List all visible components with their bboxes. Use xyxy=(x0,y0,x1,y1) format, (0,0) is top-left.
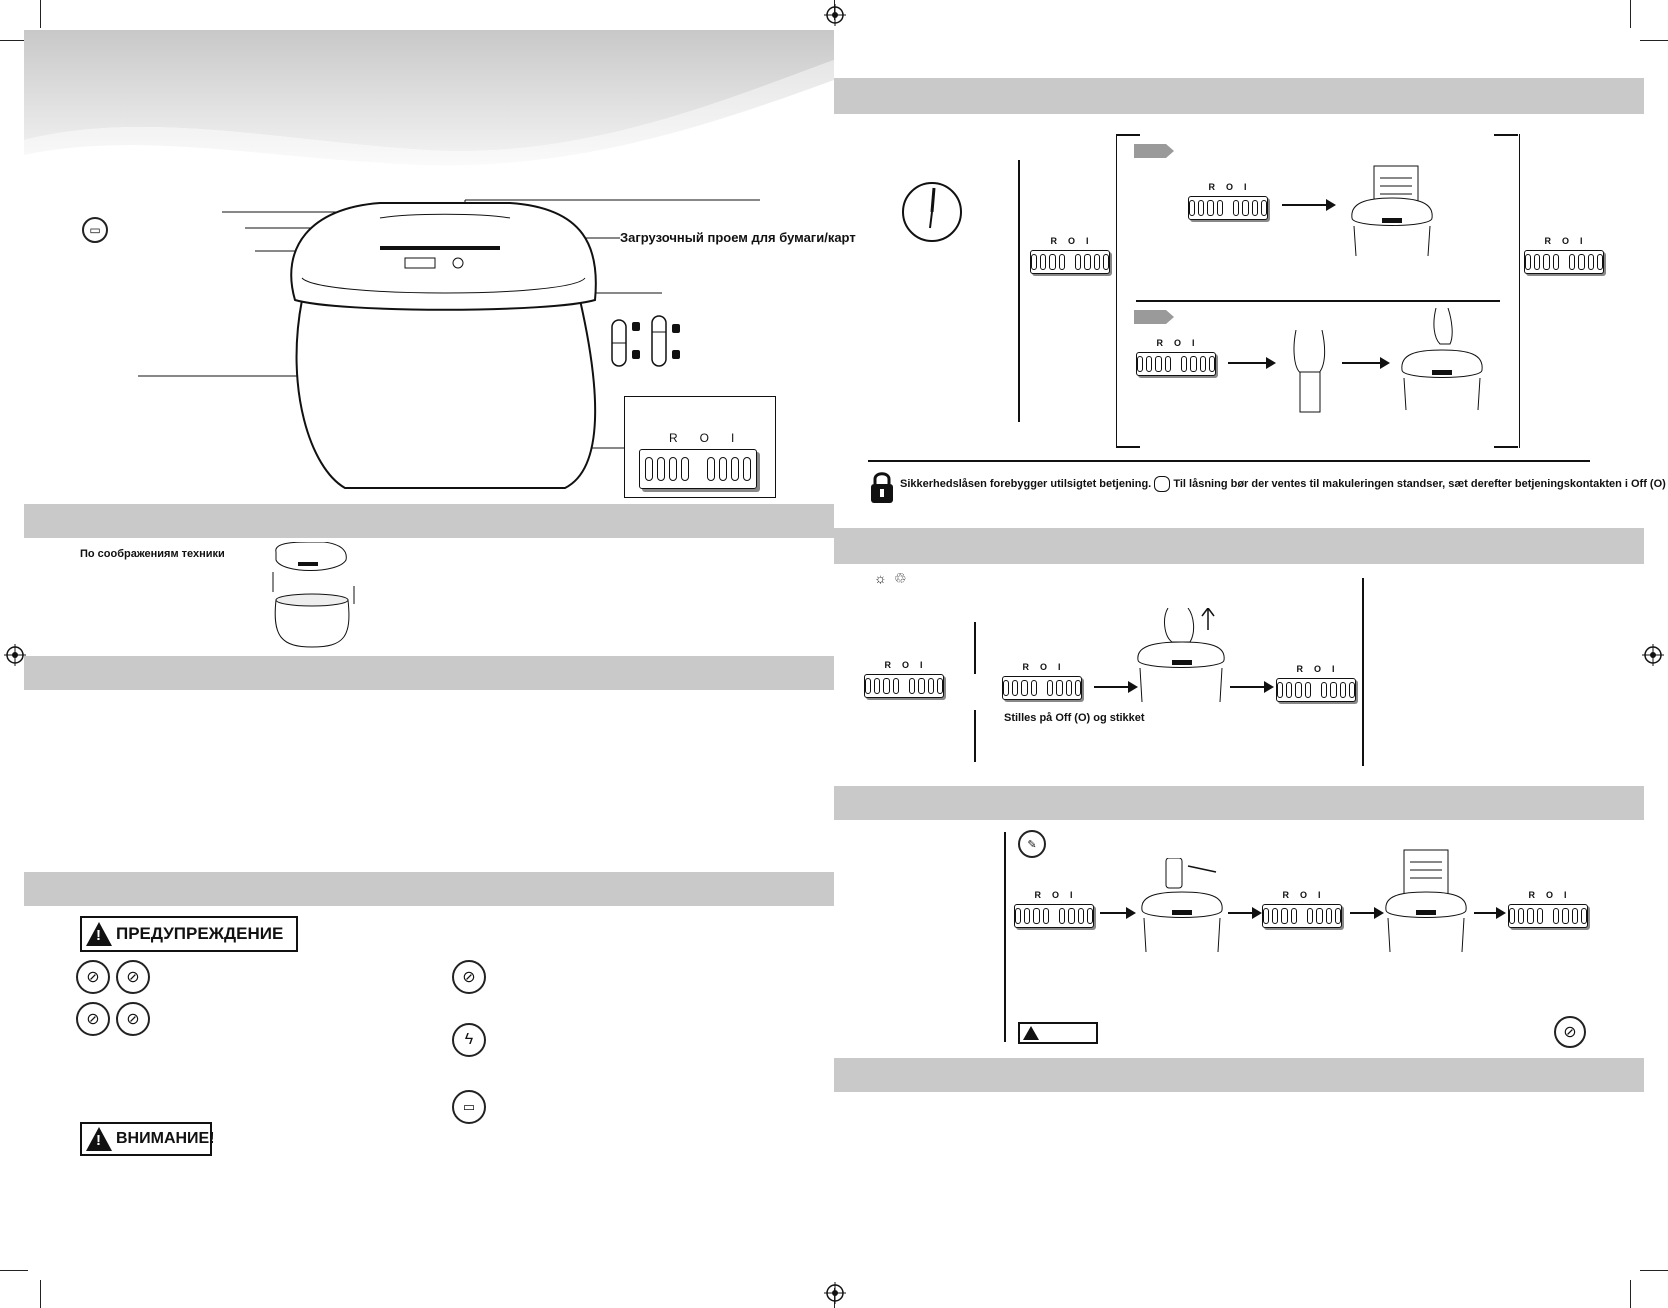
divider-line xyxy=(1004,832,1006,1042)
registration-mark-icon xyxy=(1642,644,1664,666)
shredder-feeding-paper-illustration xyxy=(1346,148,1438,258)
step-tag xyxy=(1134,310,1174,324)
divider-line xyxy=(868,460,1590,462)
arrow-icon xyxy=(1094,686,1136,688)
section-header-band xyxy=(834,1058,1644,1092)
bracket-tick xyxy=(1494,446,1518,448)
paper-slot-label: Загрузочный проем для бумаги/карт xyxy=(620,230,856,245)
crop-mark xyxy=(1630,0,1631,28)
crop-mark xyxy=(40,0,41,28)
no-children-icon: ⊘ xyxy=(76,960,110,994)
divider-line xyxy=(1018,160,1020,422)
power-icon: ▭ xyxy=(82,217,108,243)
caution-banner: ! ВНИМАНИЕ! xyxy=(80,1122,212,1156)
power-switch[interactable]: R O I xyxy=(1002,662,1082,700)
arrow-icon xyxy=(1100,912,1134,914)
switch-callout-box xyxy=(624,396,776,498)
shredder-feeding-card-illustration xyxy=(1396,308,1488,412)
arrow-icon xyxy=(1228,912,1260,914)
power-switch[interactable]: R O I xyxy=(1524,236,1604,274)
registration-mark-icon xyxy=(824,4,846,26)
arrow-icon xyxy=(1282,204,1334,206)
crop-mark xyxy=(1640,1270,1668,1271)
hand-holding-card-illustration xyxy=(1286,330,1334,414)
power-switch[interactable]: R O I xyxy=(1136,338,1216,376)
crop-mark xyxy=(0,1270,28,1271)
section-header-band xyxy=(834,78,1644,114)
power-switch[interactable]: R O I xyxy=(1014,890,1094,928)
power-switch[interactable]: R O I xyxy=(1030,236,1110,274)
arrow-icon xyxy=(1230,686,1272,688)
divider-line xyxy=(1362,578,1364,766)
switch-position-letters: ROI xyxy=(669,431,757,445)
registration-mark-icon xyxy=(4,644,26,666)
divider-line xyxy=(974,710,976,762)
divider-line xyxy=(974,622,976,674)
crop-mark xyxy=(40,1280,41,1308)
shredder-removing-jam-illustration xyxy=(1132,608,1232,704)
power-switch[interactable]: R O I xyxy=(1508,890,1588,928)
clock-icon xyxy=(900,180,964,244)
shredder-feeding-oiled-paper-illustration xyxy=(1380,840,1472,954)
power-switch[interactable]: R O I xyxy=(1276,664,1356,702)
crop-mark xyxy=(1640,40,1668,41)
jam-step-text: Stilles på Off (O) og stikket xyxy=(1004,712,1145,724)
arrow-icon xyxy=(1350,912,1382,914)
crop-mark xyxy=(1630,1280,1631,1308)
bracket-tick xyxy=(1494,134,1518,136)
section-header-band xyxy=(24,872,834,906)
basket-note: По соображениям техники xyxy=(80,548,225,560)
section-header-band xyxy=(24,504,834,538)
bracket-tick xyxy=(1116,134,1140,136)
power-switch[interactable]: R O I xyxy=(864,660,944,698)
warning-triangle-icon xyxy=(1023,1026,1039,1040)
divider-line xyxy=(1136,300,1500,302)
section-header-band xyxy=(834,528,1644,564)
warning-triangle-icon xyxy=(86,922,112,946)
power-switch[interactable] xyxy=(639,449,757,489)
arrow-icon xyxy=(1342,362,1388,364)
caution-triangle-icon xyxy=(86,1127,112,1151)
no-spray-icon: ⊘ xyxy=(1554,1016,1586,1048)
shredder-oiling-illustration xyxy=(1136,858,1228,954)
registration-mark-icon xyxy=(824,1282,846,1304)
power-icon: ▭ xyxy=(452,1090,486,1124)
no-pets-icon: ⊘ xyxy=(116,960,150,994)
power-switch[interactable]: R O I xyxy=(1262,890,1342,928)
bracket-tick xyxy=(1116,446,1140,448)
no-hair-icon: ⊘ xyxy=(76,1002,110,1036)
motor-icon: ♲ xyxy=(894,570,907,586)
warning-banner: ! ПРЕДУПРЕЖДЕНИЕ xyxy=(80,916,298,952)
decorative-header-wave xyxy=(24,30,834,170)
lightning-icon: ϟ xyxy=(452,1023,486,1057)
lock-positions-icon xyxy=(610,310,690,370)
oil-icon: ✎ xyxy=(1018,830,1046,858)
arrow-icon xyxy=(1228,362,1274,364)
power-switch[interactable]: R O I xyxy=(1188,182,1268,220)
section-header-band xyxy=(834,786,1644,820)
safety-lock-text: Sikkerhedslåsen forebygger utilsigtet betjening. Til låsning bør der ventes til makuleringen standser, sæt derefter betjeningskontakten i Off (O) xyxy=(900,476,1666,492)
arrow-icon xyxy=(1474,912,1504,914)
no-tie-icon: ⊘ xyxy=(116,1002,150,1036)
small-warning-banner xyxy=(1018,1022,1098,1044)
no-spray-icon: ⊘ xyxy=(452,960,486,994)
lock-slider-icon xyxy=(1154,476,1170,492)
basket-removal-illustration xyxy=(268,542,358,650)
sun-icon: ☼ xyxy=(874,570,887,586)
safety-lock-icon xyxy=(870,470,894,504)
section-header-band xyxy=(24,656,834,690)
step-tag xyxy=(1134,144,1174,158)
